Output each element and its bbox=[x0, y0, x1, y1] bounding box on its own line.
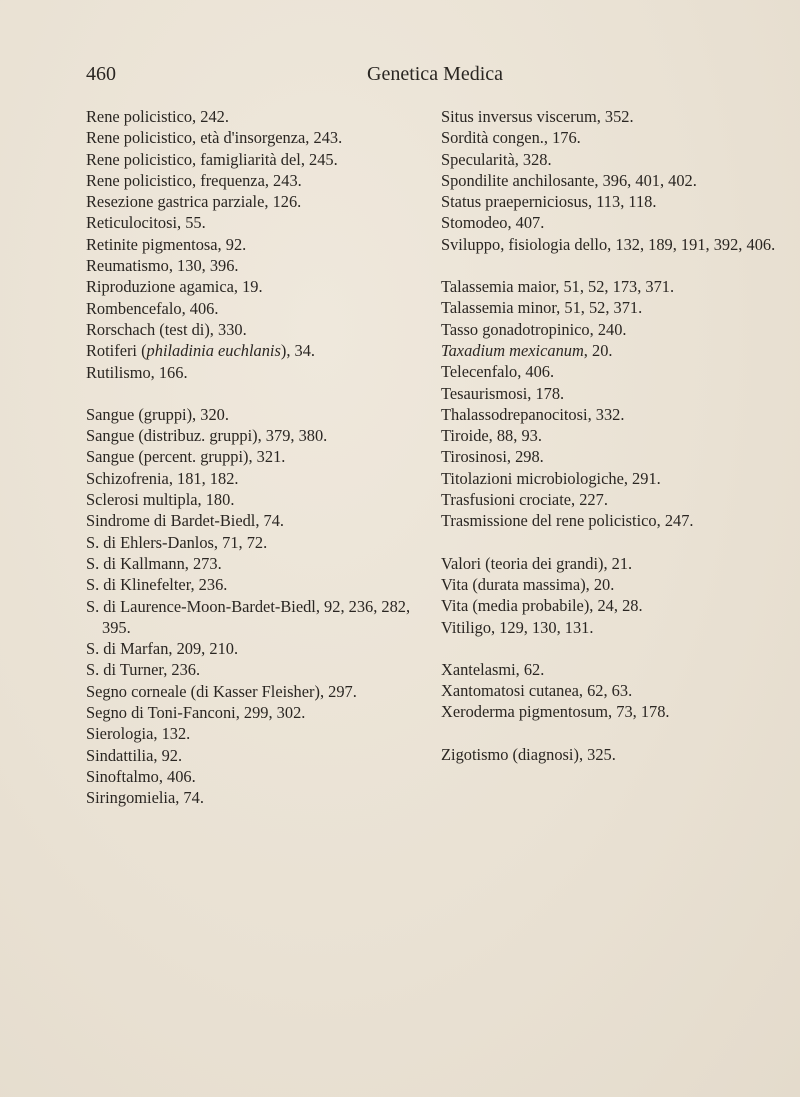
index-entry bbox=[441, 340, 796, 361]
index-entry: Rutilismo, 166. bbox=[86, 362, 188, 382]
index-entry: S. di Turner, 236. bbox=[86, 660, 201, 680]
index-entry: S. di Kallmann, 273. bbox=[86, 553, 222, 573]
index-entry: Reticulocitosi, 55. bbox=[86, 213, 206, 233]
index-entry: Sviluppo, fisiologia dello, 132, 189, 191, 392, 406. bbox=[441, 234, 776, 254]
index-group bbox=[86, 404, 426, 809]
index-entry: Titolazioni microbiologiche, 291. bbox=[441, 468, 661, 488]
index-group bbox=[441, 106, 796, 255]
index-group bbox=[441, 744, 796, 765]
index-entry: Sordità congen., 176. bbox=[441, 128, 581, 148]
index-entry: S. di Marfan, 209, 210. bbox=[86, 639, 239, 659]
index-entry: Retinite pigmentosa, 92. bbox=[86, 234, 247, 254]
index-entry: Tiroide, 88, 93. bbox=[441, 426, 542, 446]
index-entry: Segno corneale (di Kasser Fleisher), 297. bbox=[86, 681, 357, 701]
index-entry: Rene policistico, frequenza, 243. bbox=[86, 170, 302, 190]
index-entry: Vita (durata massima), 20. bbox=[441, 574, 615, 594]
index-entry: Sangue (gruppi), 320. bbox=[86, 404, 229, 424]
running-title: Genetica Medica bbox=[367, 63, 504, 85]
index-entry: Status praeperniciosus, 113, 118. bbox=[441, 192, 657, 212]
index-entry: Sangue (distribuz. gruppi), 379, 380. bbox=[86, 426, 328, 446]
index-entry: Talassemia minor, 51, 52, 371. bbox=[441, 298, 643, 318]
entry-text: Rotiferi ( bbox=[86, 341, 147, 361]
index-group bbox=[441, 276, 796, 532]
index-entry: Rene policistico, età d'insorgenza, 243. bbox=[86, 128, 343, 148]
index-entry: S. di Ehlers-Danlos, 71, 72. bbox=[86, 532, 268, 552]
index-entry: Segno di Toni-Fanconi, 299, 302. bbox=[86, 703, 306, 723]
page-number: 460 bbox=[86, 63, 116, 85]
index-group bbox=[86, 106, 426, 383]
page-header bbox=[0, 63, 800, 91]
index-entry: Sierologia, 132. bbox=[86, 724, 191, 744]
index-entry: Rene policistico, famigliarità del, 245. bbox=[86, 149, 338, 169]
index-entry: S. di Laurence-Moon-Bardet-Biedl, 92, 236, 282, 395. bbox=[86, 596, 411, 637]
index-entry: Xantomatosi cutanea, 62, 63. bbox=[441, 681, 633, 701]
index-entry: Sindrome di Bardet-Biedl, 74. bbox=[86, 511, 285, 531]
index-entry: Reumatismo, 130, 396. bbox=[86, 256, 239, 276]
index-entry: Tasso gonadotropinico, 240. bbox=[441, 319, 627, 339]
index-entry: Siringomielia, 74. bbox=[86, 788, 204, 808]
index-entry: Trasfusioni crociate, 227. bbox=[441, 490, 608, 510]
entry-text: ), 34. bbox=[280, 341, 316, 361]
index-entry: Talassemia maior, 51, 52, 173, 371. bbox=[441, 277, 675, 297]
index-entry: Sinoftalmo, 406. bbox=[86, 766, 196, 786]
index-group bbox=[441, 659, 796, 723]
index-entry bbox=[86, 340, 426, 361]
index-entry: Rene policistico, 242. bbox=[86, 107, 229, 126]
index-column-right bbox=[441, 106, 796, 765]
index-entry: Vitiligo, 129, 130, 131. bbox=[441, 617, 594, 637]
index-entry: Rorschach (test di), 330. bbox=[86, 319, 247, 339]
index-entry: Riproduzione agamica, 19. bbox=[86, 277, 263, 297]
index-entry: Stomodeo, 407. bbox=[441, 213, 545, 233]
index-entry: Vita (media probabile), 24, 28. bbox=[441, 596, 643, 616]
index-entry: Xantelasmi, 62. bbox=[441, 659, 545, 679]
index-entry: Rombencefalo, 406. bbox=[86, 298, 219, 318]
index-entry: Tirosinosi, 298. bbox=[441, 447, 544, 467]
index-entry: Zigotismo (diagnosi), 325. bbox=[441, 744, 616, 764]
index-entry: S. di Klinefelter, 236. bbox=[86, 575, 228, 595]
index-entry: Situs inversus viscerum, 352. bbox=[441, 107, 634, 126]
index-entry: Xeroderma pigmentosum, 73, 178. bbox=[441, 702, 670, 722]
index-entry: Valori (teoria dei grandi), 21. bbox=[441, 553, 633, 573]
index-entry: Trasmissione del rene policistico, 247. bbox=[441, 511, 694, 531]
index-entry: Specularità, 328. bbox=[441, 149, 552, 169]
index-entry: Spondilite anchilosante, 396, 401, 402. bbox=[441, 170, 697, 190]
index-group bbox=[441, 553, 796, 638]
index-entry: Telecenfalo, 406. bbox=[441, 362, 555, 382]
entry-text: , 20. bbox=[583, 340, 613, 360]
index-entry: Sindattilia, 92. bbox=[86, 745, 183, 765]
entry-italic-text: philadinia euchlanis bbox=[146, 341, 281, 361]
index-entry: Thalassodrepanocitosi, 332. bbox=[441, 404, 625, 424]
index-entry: Resezione gastrica parziale, 126. bbox=[86, 192, 302, 212]
entry-italic-text: Taxadium mexicanum bbox=[441, 340, 584, 360]
index-entry: Tesaurismosi, 178. bbox=[441, 383, 565, 403]
index-entry: Schizofrenia, 181, 182. bbox=[86, 468, 239, 488]
index-entry: Sclerosi multipla, 180. bbox=[86, 490, 235, 510]
index-column-left bbox=[86, 106, 426, 809]
index-entry: Sangue (percent. gruppi), 321. bbox=[86, 447, 286, 467]
